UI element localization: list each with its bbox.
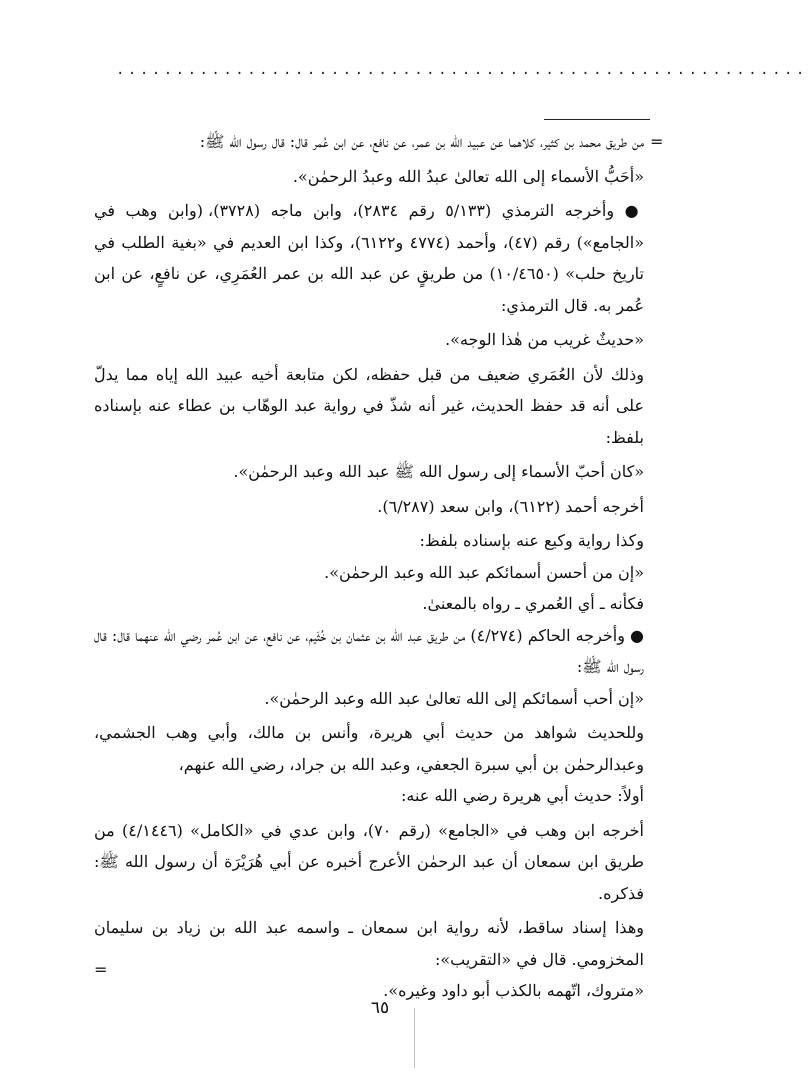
- footnote-text: [94, 126, 645, 1000]
- paragraph: وهذا إسناد ساقط، لأنه رواية ابن سمعان ـ واسمه عبد الله بن زياد بن سليمان المخزومي. قال في «التقريب»:: [94, 918, 644, 969]
- paragraph: «إن أحب أسمائكم إلى الله تعالىٰ عبد الله وعبد الرحمٰن».: [264, 688, 644, 708]
- header-dotted-line: ..........................................................: [116, 62, 808, 78]
- paragraph: أولاً: حديث أبي هريرة رضي الله عنه:: [400, 786, 644, 805]
- paragraph: «حديثٌ غريب من هٰذا الوجه».: [445, 330, 644, 349]
- paragraph: وذلك لأن العُمَري ضعيف من قبل حفظه، لكن متابعة أخيه عبيد الله إياه مما يدلّ على أنه قد حفظ الحديث، غير أنه شذّ في رواية عبد الوهّاب بن عطاء عنه بإسناده بلفظ:: [94, 364, 644, 447]
- paragraph: أخرجه ابن وهب في «الجامع» (رقم ٧٠)، وابن عدي في «الكامل» (٤/١٤٤٦) من طريق ابن سمعان أن عبد الرحمٰن الأعرج أخبره عن أبي هُرَيْرَة أن رسول الله ﷺ: فذكره.: [94, 820, 644, 903]
- paragraph: فكأنه ـ أي العُمري ـ رواه بالمعنىٰ.: [422, 594, 644, 613]
- paragraph: «إن من أحسن أسمائكم عبد الله وعبد الرحمٰن».: [324, 562, 644, 582]
- paragraph: «أحَبُّ الأسماء إلى الله تعالىٰ عبدُ الله وعبدُ الرحمٰن».: [292, 166, 644, 186]
- continuation-mark-top: =: [650, 132, 664, 151]
- paragraph: «كان أحبّ الأسماء إلى رسول الله ﷺ عبد الله وعبد الرحمٰن».: [233, 462, 644, 481]
- continuation-mark-bottom: =: [94, 960, 108, 979]
- paragraph: «متروك، اتّهمه بالكذب أبو داود وغيره».: [383, 981, 644, 1000]
- paragraph: ● وأخرجه الحاكم (٤/٢٧٤) من طريق عبد الله بن عثمان بن خُثَيم، عن نافع، عن ابن عُمر رضي الله عنهما قال: قال رسول الله ﷺ:: [94, 625, 645, 676]
- paragraph: من طريق محمد بن كثير، كلاهما عن عبيد الله بن عمر، عن نافع، عن ابن عُمر قال: قال رسول الله ﷺ:: [199, 132, 644, 151]
- scan-edge-line: [414, 1008, 415, 1068]
- paragraph: ● وأخرجه الترمذي (٥/١٣٣ رقم ٢٨٣٤)، وابن ماجه (٣٧٢٨)، (وابن وهب في «الجامع») رقم (٤٧)، وأحمد (٤٧٧٤ و٦١٢٢)، وكذا ابن العديم في «بغية الطلب في تاريخ حلب» (١٠/٤٦٥٠) من طريقٍ عن عبد الله بن عمر العُمَرِي، عن نافعٍ، عن ابن عُمر به. قال الترمذي:: [94, 201, 645, 315]
- paragraph: أخرجه أحمد (٦١٢٢)، وابن سعد (٦/٢٨٧).: [377, 496, 644, 516]
- footnote-separator-rule: [544, 119, 650, 120]
- paragraph: وكذا رواية وكيع عنه بإسناده بلفظ:: [419, 531, 644, 550]
- paragraph: وللحديث شواهد من حديث أبي هريرة، وأنس بن مالك، وأبي وهب الجشمي، وعبدالرحمٰن بن أبي سبرة الجعفي، وعبد الله بن جراد، رضي الله عنهم،: [94, 723, 644, 774]
- page-number: ٦٥: [370, 998, 390, 1018]
